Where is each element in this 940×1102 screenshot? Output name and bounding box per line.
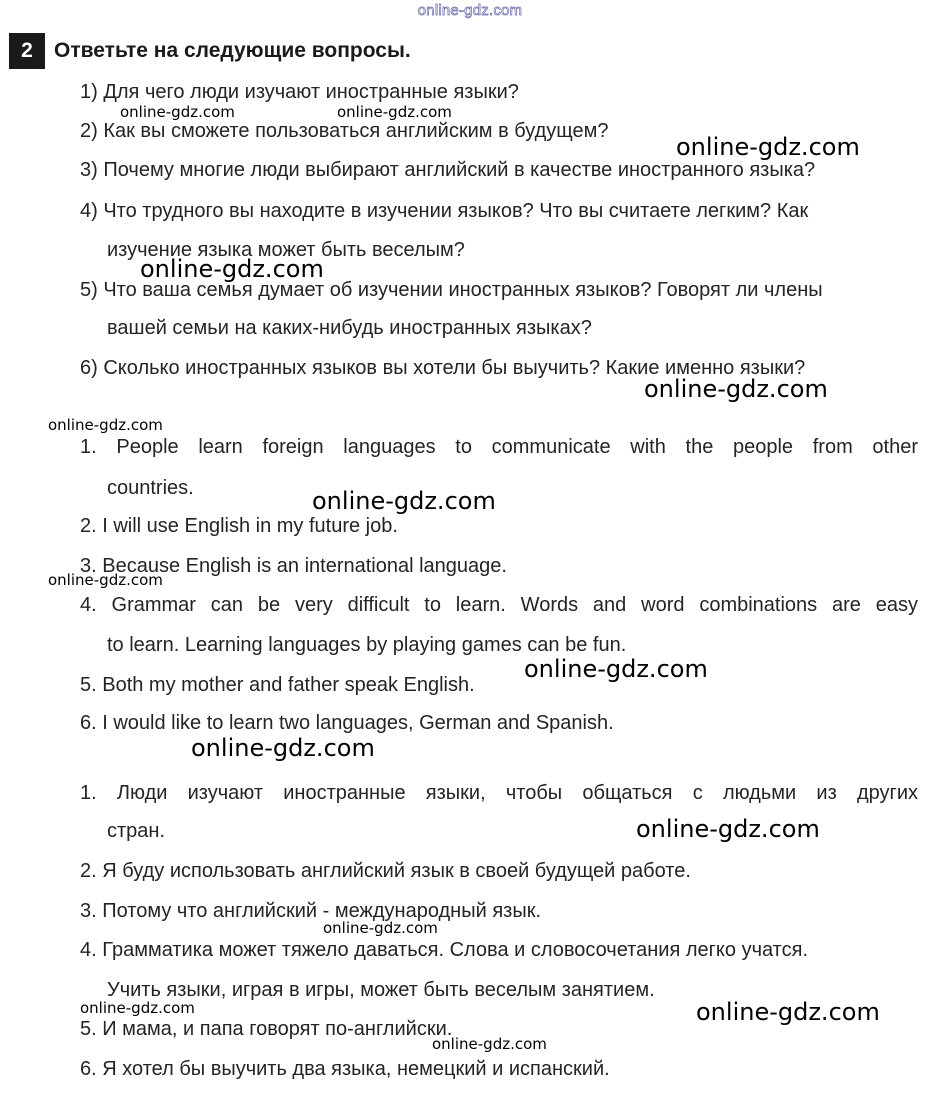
answer-en-line: 4. Grammar can be very difficult to learn. Words and word combinations are easy [80, 594, 918, 616]
question-line: вашей семьи на каких-нибудь иностранных языках? [107, 317, 592, 339]
answer-ru-line: 1. Люди изучают иностранные языки, чтобы общаться с людьми из других [80, 782, 918, 804]
watermark: online-gdz.com [80, 999, 195, 1017]
watermark: online-gdz.com [676, 133, 860, 161]
watermark: online-gdz.com [120, 103, 235, 121]
question-line: 1) Для чего люди изучают иностранные языки? [80, 81, 519, 103]
watermark: online-gdz.com [48, 571, 163, 589]
watermark: online-gdz.com [696, 998, 880, 1026]
answer-ru-line: 3. Потому что английский - международный язык. [80, 900, 541, 922]
question-line: 4) Что трудного вы находите в изучении языков? Что вы считаете легким? Как [80, 200, 809, 222]
watermark: online-gdz.com [636, 815, 820, 843]
question-line: 3) Почему многие люди выбирают английский в качестве иностранного языка? [80, 159, 816, 181]
answer-en-line: 3. Because English is an international language. [80, 555, 507, 577]
answer-ru-line: 4. Грамматика может тяжело даваться. Слова и словосочетания легко учатся. [80, 939, 809, 961]
answer-en-line: 5. Both my mother and father speak English. [80, 674, 475, 696]
answer-ru-line: 5. И мама, и папа говорят по-английски. [80, 1018, 453, 1040]
watermark: online-gdz.com [337, 103, 452, 121]
answer-en-line: 1. People learn foreign languages to communicate with the people from other [80, 436, 918, 458]
answer-ru-line: 2. Я буду использовать английский язык в своей будущей работе. [80, 860, 691, 882]
answer-ru-line: Учить языки, играя в игры, может быть веселым занятием. [107, 979, 655, 1001]
watermark: online-gdz.com [191, 734, 375, 762]
exercise-number-badge: 2 [9, 33, 45, 69]
question-line: 5) Что ваша семья думает об изучении иностранных языков? Говорят ли члены [80, 279, 823, 301]
watermark: online-gdz.com [312, 487, 496, 515]
watermark: online-gdz.com [644, 375, 828, 403]
question-line: 6) Сколько иностранных языков вы хотели бы выучить? Какие именно языки? [80, 357, 806, 379]
answer-ru-line: стран. [107, 820, 166, 842]
answer-en-line: countries. [107, 477, 194, 499]
answer-en-line: 2. I will use English in my future job. [80, 515, 398, 537]
watermark: online-gdz.com [323, 919, 438, 937]
watermark: online-gdz.com [432, 1035, 547, 1053]
watermark: online-gdz.com [524, 655, 708, 683]
top-watermark: online-gdz.com [417, 2, 523, 19]
question-line: изучение языка может быть веселым? [107, 239, 465, 261]
answer-en-line: to learn. Learning languages by playing games can be fun. [107, 634, 627, 656]
exercise-title: Ответьте на следующие вопросы. [54, 39, 411, 62]
answer-ru-line: 6. Я хотел бы выучить два языка, немецкий и испанский. [80, 1058, 610, 1080]
question-line: 2) Как вы сможете пользоваться английским в будущем? [80, 120, 609, 142]
watermark: online-gdz.com [48, 416, 163, 434]
watermark: online-gdz.com [140, 255, 324, 283]
answer-en-line: 6. I would like to learn two languages, German and Spanish. [80, 712, 614, 734]
